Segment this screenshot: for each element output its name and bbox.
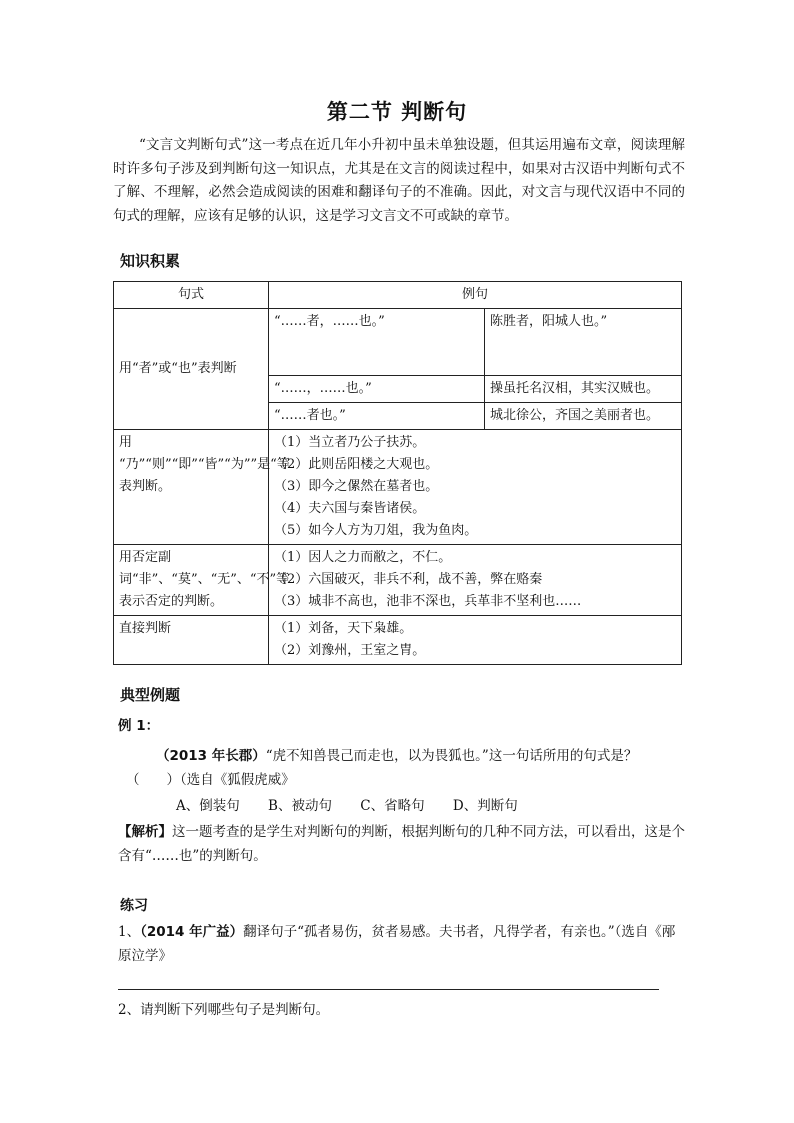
intro-paragraph: “文言文判断句式”这一考点在近几年小升初中虽未单独设题，但其运用遍布文章，阅读理解时许多句子涉及到判断句这一知识点，尤其是在文言的阅读过程中，如果对古汉语中判断句式不了解、不理解，必然会造成阅读的困难和翻译句子的不准确。因此，对文言与现代汉语中不同的句式的理解，应该有足够的认识，这是学习文言文不可或缺的章节。 [113, 137, 685, 224]
header-form: 句式 [114, 282, 269, 309]
q1-number: 1、 [118, 924, 141, 940]
examples-heading: 典型例题 [120, 686, 181, 704]
table-row [114, 309, 682, 376]
table-header-row [114, 282, 682, 309]
example-label: 例 1： [118, 718, 160, 734]
example-question [118, 744, 688, 768]
table-row [114, 430, 682, 545]
option-d: D、判断句 [452, 798, 518, 814]
analysis-label: 【解析】 [118, 824, 172, 840]
practice-heading: 练习 [120, 898, 148, 914]
row1-pattern-3: “……者也。” [269, 403, 485, 430]
question-source: （ ）（选自《狐假虎威》 [126, 772, 295, 788]
example-line: （2）六国破灭，非兵不利，战不善，弊在赂秦 [274, 572, 543, 587]
row1-pattern-1: “……者，……也。” [269, 309, 485, 376]
page-title: 第二节 判断句 [326, 100, 468, 124]
option-b: B、被动句 [268, 798, 332, 814]
row2-form: 用 “乃”“则”“即”“皆”“为””是“等表判断。 [114, 430, 269, 545]
row3-form: 用否定副词“非”、“莫”、“无”、“不”等表示否定的判断。 [114, 545, 269, 616]
answer-options [118, 794, 688, 818]
example-line: （5）如今人方为刀俎，我为鱼肉。 [274, 523, 478, 538]
knowledge-heading: 知识积累 [120, 252, 181, 270]
answer-line [118, 989, 659, 990]
option-c: C、省略句 [360, 798, 425, 814]
example-block [118, 714, 688, 868]
option-a: A、倒装句 [176, 798, 240, 814]
row1-form: 用“者”或“也”表判断 [114, 309, 269, 430]
example-line: （1）当立者乃公子扶苏。 [274, 435, 426, 450]
row1-example-2: 操虽托名汉相，其实汉贼也。 [485, 376, 682, 403]
example-line: （2）刘豫州，王室之胄。 [274, 643, 426, 658]
practice-q1 [118, 920, 688, 968]
example-line: （3）城非不高也，池非不深也，兵革非不坚利也…… [274, 594, 582, 609]
analysis-text: 这一题考查的是学生对判断句的判断，根据判断句的几种不同方法，可以看出，这是个含有“……也”的判断句。 [118, 824, 685, 864]
row1-example-1: 陈胜者，阳城人也。” [485, 309, 682, 376]
header-example: 例句 [269, 282, 682, 309]
table-row [114, 616, 682, 665]
q1-source-tag: （2014 年广益） [140, 924, 244, 940]
example-line: （1）刘备，天下枭雄。 [274, 621, 413, 636]
row1-example-3: 城北徐公，齐国之美丽者也。 [485, 403, 682, 430]
example-line: （3）即今之傫然在墓者也。 [274, 479, 439, 494]
practice-q2: 2、请判断下列哪些句子是判断句。 [118, 1002, 330, 1018]
question-text: “虎不知兽畏己而走也，以为畏狐也。”这一句话所用的句式是？ [265, 748, 638, 764]
example-line: （4）夫六国与秦皆诸侯。 [274, 501, 426, 516]
row3-examples [269, 545, 682, 616]
example-line: （2）此则岳阳楼之大观也。 [274, 457, 439, 472]
knowledge-table [113, 281, 682, 665]
q1-text: 翻译句子“孤者易伤，贫者易感。夫书者，凡得学者，有亲也。”（选自《邴原泣学》 [118, 924, 676, 964]
analysis [118, 820, 688, 868]
example-line: （1）因人之力而敝之，不仁。 [274, 550, 452, 565]
table-row [114, 545, 682, 616]
row2-examples [269, 430, 682, 545]
row4-examples [269, 616, 682, 665]
row4-form: 直接判断 [114, 616, 269, 665]
question-source-tag: （2013 年长郡） [156, 748, 266, 764]
row1-pattern-2: “……，……也。” [269, 376, 485, 403]
